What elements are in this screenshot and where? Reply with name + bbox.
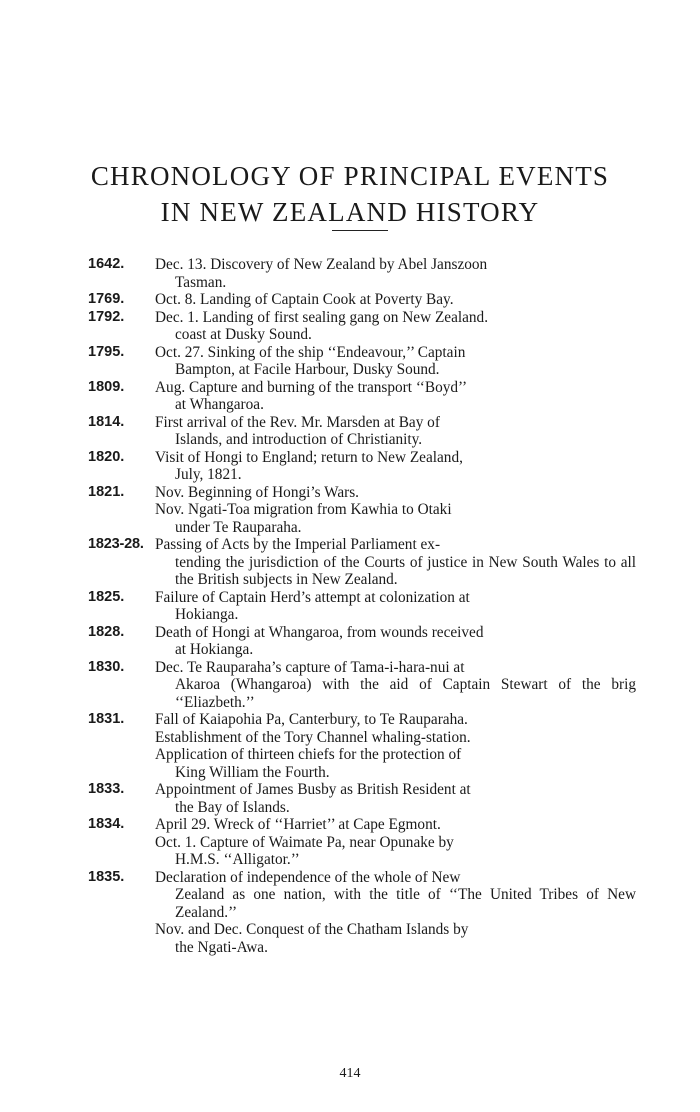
page-title <box>60 158 640 230</box>
entry-text: Nov. Ngati-Toa migration from Kawhia to Otaki <box>155 501 452 518</box>
entry-text: Visit of Hongi to England; return to New Zealand, <box>155 448 463 466</box>
chronology-entry <box>88 659 636 712</box>
entry-text: Dec. Te Rauparaha’s capture of Tama-i-hara-nui at <box>155 658 465 676</box>
chronology-entry <box>88 379 636 414</box>
entry-event <box>155 344 636 379</box>
entry-year: 1769. <box>88 291 125 307</box>
entry-event <box>155 414 636 449</box>
title-line-1: CHRONOLOGY OF PRINCIPAL EVENTS <box>90 161 610 192</box>
chronology-entry <box>88 921 636 956</box>
entry-continuation: the Ngati-Awa. <box>175 938 268 956</box>
entry-text: Failure of Captain Herd’s attempt at colonization at <box>155 588 470 606</box>
chronology-entry <box>88 291 636 309</box>
entry-text: Nov. and Dec. Conquest of the Chatham Islands by <box>155 921 469 938</box>
chronology-entry <box>88 869 636 922</box>
entry-event <box>155 781 636 816</box>
entry-event <box>155 869 636 922</box>
entry-year: 1820. <box>88 448 125 465</box>
entry-text: Death of Hongi at Whangaroa, from wounds received <box>155 623 484 641</box>
entry-text: Declaration of independence of the whole of New <box>155 868 461 886</box>
chronology-entry <box>88 729 636 747</box>
entry-event <box>155 379 636 414</box>
entry-event <box>155 729 636 747</box>
entry-text: Application of thirteen chiefs for the protection of <box>155 746 462 763</box>
entry-event <box>155 256 636 291</box>
entry-year: 1792. <box>88 308 125 325</box>
entry-event <box>155 309 636 344</box>
entry-year: 1830. <box>88 658 125 675</box>
entry-text: Passing of Acts by the Imperial Parliament ex- <box>155 536 441 553</box>
entry-year: 1795. <box>88 343 125 360</box>
entry-event <box>155 624 636 659</box>
entry-continuation: Bampton, at Facile Harbour, Dusky Sound. <box>175 361 440 378</box>
entry-year: 1835. <box>88 868 125 885</box>
entry-continuation: Zealand as one nation, with the title of ‘‘The United Tribes of New Zealand.’’ <box>175 886 636 921</box>
entry-text: Dec. 1. Landing of first sealing gang on New Zealand. <box>155 308 489 326</box>
chronology-entry <box>88 256 636 291</box>
entry-continuation: H.M.S. ‘‘Alligator.’’ <box>175 851 300 868</box>
title-line-2: IN NEW ZEALAND HISTORY <box>160 197 540 228</box>
entry-year: 1833. <box>88 781 125 797</box>
entry-event <box>155 536 636 589</box>
chronology-entry <box>88 414 636 449</box>
entry-event <box>155 746 636 781</box>
entry-event <box>155 501 636 536</box>
entry-continuation: Islands, and introduction of Christianity. <box>175 431 423 448</box>
entry-continuation: at Whangaroa. <box>175 396 264 413</box>
entry-event <box>155 484 636 502</box>
entry-event <box>155 711 636 729</box>
chronology-entry <box>88 711 636 729</box>
entry-year: 1821. <box>88 483 125 500</box>
entry-year: 1834. <box>88 816 125 832</box>
entry-event <box>155 816 636 834</box>
entry-text: Oct. 8. Landing of Captain Cook at Poverty Bay. <box>155 291 454 308</box>
entry-text: April 29. Wreck of ‘‘Harriet’’ at Cape Egmont. <box>155 816 441 833</box>
chronology-entry <box>88 309 636 344</box>
chronology-entry <box>88 449 636 484</box>
page-number: 414 <box>339 1066 361 1081</box>
entry-continuation: tending the jurisdiction of the Courts of justice in New South Wales to all the British subjects in New Zealand. <box>175 553 636 588</box>
chronology-entry <box>88 834 636 869</box>
entry-year: 1831. <box>88 711 125 727</box>
entry-year: 1828. <box>88 623 125 640</box>
chronology-entry <box>88 536 636 589</box>
entry-text: Appointment of James Busby as British Resident at <box>155 781 471 798</box>
chronology-entry <box>88 589 636 624</box>
entry-event <box>155 589 636 624</box>
chronology-list <box>88 256 636 956</box>
entry-event <box>155 659 636 712</box>
chronology-entry <box>88 484 636 502</box>
entry-continuation: the Bay of Islands. <box>175 798 290 816</box>
entry-year: 1823-28. <box>88 536 144 552</box>
title-divider <box>332 230 388 231</box>
chronology-entry <box>88 501 636 536</box>
chronology-entry <box>88 781 636 816</box>
entry-continuation: Tasman. <box>175 273 227 291</box>
entry-continuation: Akaroa (Whangaroa) with the aid of Captain Stewart of the brig ‘‘Eliazbeth.’’ <box>175 676 636 711</box>
entry-text: Fall of Kaiapohia Pa, Canterbury, to Te Rauparaha. <box>155 711 468 728</box>
entry-text: Oct. 1. Capture of Waimate Pa, near Opunake by <box>155 833 454 851</box>
chronology-entry <box>88 624 636 659</box>
entry-text: First arrival of the Rev. Mr. Marsden at Bay of <box>155 413 440 431</box>
entry-continuation: July, 1821. <box>175 466 242 483</box>
entry-continuation: coast at Dusky Sound. <box>175 326 312 343</box>
entry-continuation: Hokianga. <box>175 606 239 623</box>
entry-year: 1814. <box>88 413 125 430</box>
entry-continuation: King William the Fourth. <box>175 763 330 781</box>
chronology-entry <box>88 746 636 781</box>
entry-event <box>155 834 636 869</box>
entry-continuation: under Te Rauparaha. <box>175 518 302 536</box>
chronology-entry <box>88 816 636 834</box>
entry-text: Oct. 27. Sinking of the ship ‘‘Endeavour,’’ Captain <box>155 343 466 361</box>
entry-event <box>155 291 636 309</box>
entry-year: 1809. <box>88 378 125 395</box>
entry-continuation: at Hokianga. <box>175 641 254 658</box>
entry-text: Aug. Capture and burning of the transport ‘‘Boyd’’ <box>155 378 468 396</box>
entry-year: 1642. <box>88 256 125 272</box>
entry-year: 1825. <box>88 588 125 605</box>
entry-text: Nov. Beginning of Hongi’s Wars. <box>155 483 359 501</box>
entry-event <box>155 449 636 484</box>
chronology-entry <box>88 344 636 379</box>
entry-event <box>155 921 636 956</box>
entry-text: Dec. 13. Discovery of New Zealand by Abel Janszoon <box>155 256 488 273</box>
entry-text: Establishment of the Tory Channel whaling-station. <box>155 728 471 746</box>
